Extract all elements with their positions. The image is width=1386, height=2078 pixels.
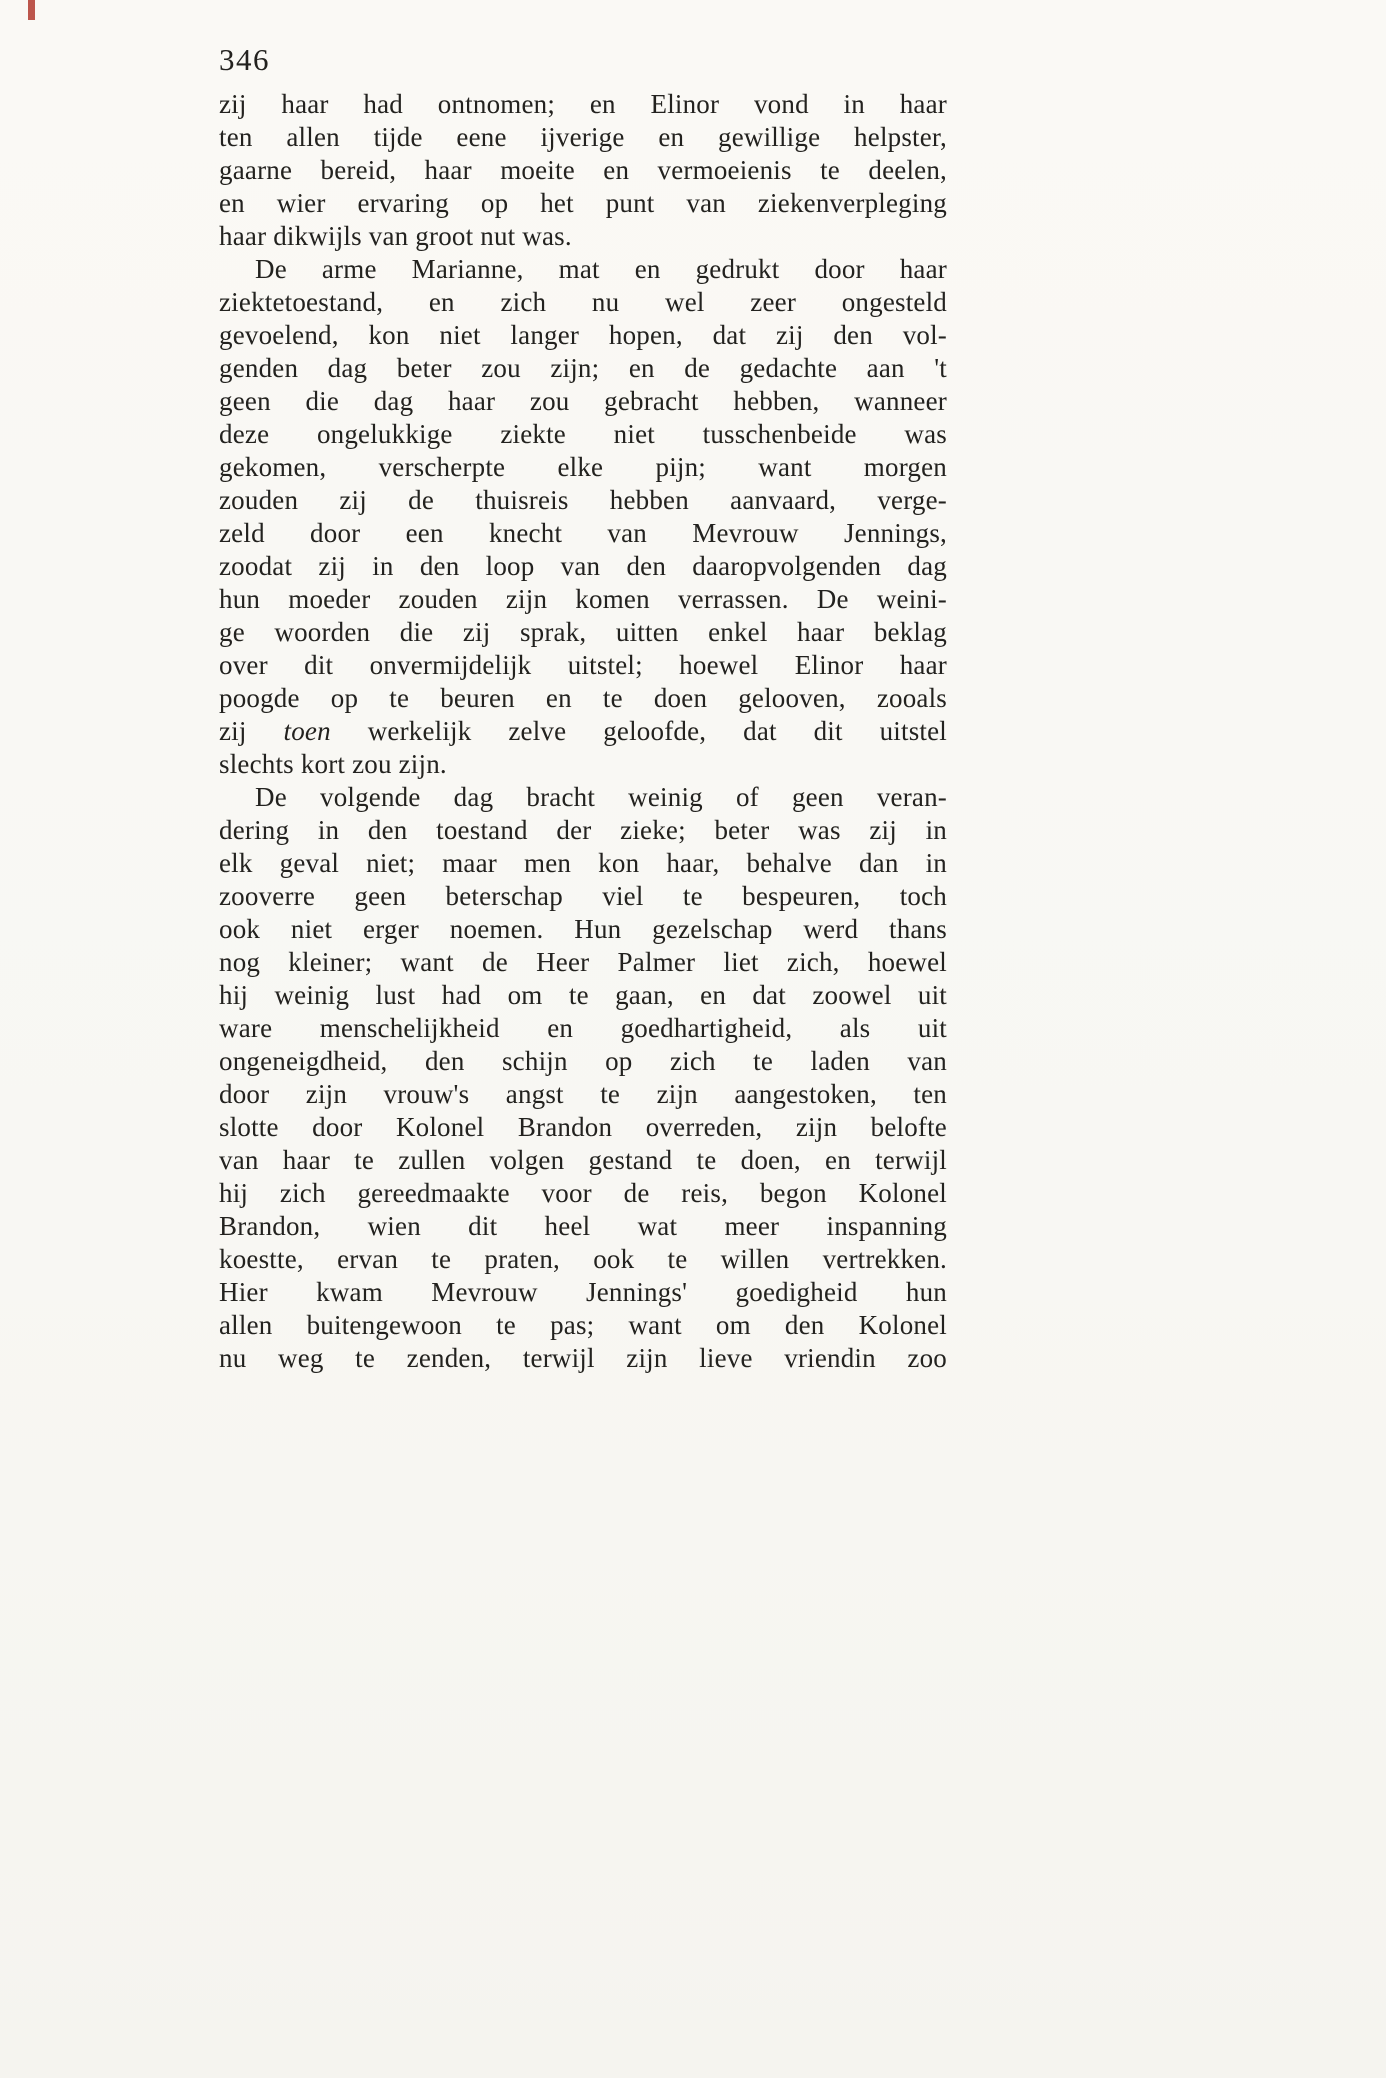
text-line: haar dikwijls van groot nut was.	[219, 221, 572, 251]
text-line: gevoelend, kon niet langer hopen, dat zij den vol-	[219, 320, 947, 350]
text-line: ware menschelijkheid en goedhartigheid, als uit	[219, 1013, 947, 1043]
text-line: koestte, ervan te praten, ook te willen vertrekken.	[219, 1244, 947, 1274]
text-line: ziektetoestand, en zich nu wel zeer ongesteld	[219, 287, 947, 317]
page-text-block	[219, 42, 947, 1375]
text-line: zij haar had ontnomen; en Elinor vond in haar	[219, 89, 947, 119]
text-line: Brandon, wien dit heel wat meer inspanning	[219, 1211, 947, 1241]
text-line: deze ongelukkige ziekte niet tusschenbeide was	[219, 419, 947, 449]
text-line: hij weinig lust had om te gaan, en dat zoowel uit	[219, 980, 947, 1010]
text-line: ook niet erger noemen. Hun gezelschap werd thans	[219, 914, 947, 944]
scan-artifact	[28, 0, 35, 20]
text-line: van haar te zullen volgen gestand te doen, en terwijl	[219, 1145, 947, 1175]
text-line: hij zich gereedmaakte voor de reis, begon Kolonel	[219, 1178, 947, 1208]
text-line: poogde op te beuren en te doen gelooven, zooals	[219, 683, 947, 713]
text-line: hun moeder zouden zijn komen verrassen. De weini-	[219, 584, 947, 614]
text-line: zeld door een knecht van Mevrouw Jennings,	[219, 518, 947, 548]
text-line: gaarne bereid, haar moeite en vermoeienis te deelen,	[219, 155, 947, 185]
text-line: en wier ervaring op het punt van ziekenverpleging	[219, 188, 947, 218]
text-line: nu weg te zenden, terwijl zijn lieve vriendin zoo	[219, 1343, 947, 1373]
text-line: elk geval niet; maar men kon haar, behalve dan in	[219, 848, 947, 878]
text-line: slechts kort zou zijn.	[219, 749, 447, 779]
text-line: zoodat zij in den loop van den daaropvolgenden dag	[219, 551, 947, 581]
page-number: 346	[219, 42, 270, 77]
text-line: gekomen, verscherpte elke pijn; want morgen	[219, 452, 947, 482]
text-segment: werkelijk zelve geloofde, dat dit uitstel	[330, 716, 947, 746]
text-line: genden dag beter zou zijn; en de gedachte aan 't	[219, 353, 947, 383]
text-line: ge woorden die zij sprak, uitten enkel haar beklag	[219, 617, 947, 647]
text-line: De arme Marianne, mat en gedrukt door haar	[255, 254, 947, 284]
text-line: ongeneigdheid, den schijn op zich te laden van	[219, 1046, 947, 1076]
italic-word: toen	[283, 716, 331, 746]
paragraph-next-day	[219, 781, 947, 1375]
text-segment: zij	[219, 716, 284, 746]
text-line: zooverre geen beterschap viel te bespeuren, toch	[219, 881, 947, 911]
paragraph-continuation	[219, 88, 947, 253]
text-line: slotte door Kolonel Brandon overreden, zijn belofte	[219, 1112, 947, 1142]
paragraph-marianne	[219, 253, 947, 781]
text-line	[219, 715, 947, 748]
text-line: door zijn vrouw's angst te zijn aangestoken, ten	[219, 1079, 947, 1109]
text-line: Hier kwam Mevrouw Jennings' goedigheid hun	[219, 1277, 947, 1307]
text-line: dering in den toestand der zieke; beter was zij in	[219, 815, 947, 845]
text-line: over dit onvermijdelijk uitstel; hoewel Elinor haar	[219, 650, 947, 680]
text-line: geen die dag haar zou gebracht hebben, wanneer	[219, 386, 947, 416]
text-line: De volgende dag bracht weinig of geen veran-	[255, 782, 947, 812]
text-line: ten allen tijde eene ijverige en gewillige helpster,	[219, 122, 947, 152]
text-line: allen buitengewoon te pas; want om den Kolonel	[219, 1310, 947, 1340]
text-line: zouden zij de thuisreis hebben aanvaard, verge-	[219, 485, 947, 515]
text-line: nog kleiner; want de Heer Palmer liet zich, hoewel	[219, 947, 947, 977]
